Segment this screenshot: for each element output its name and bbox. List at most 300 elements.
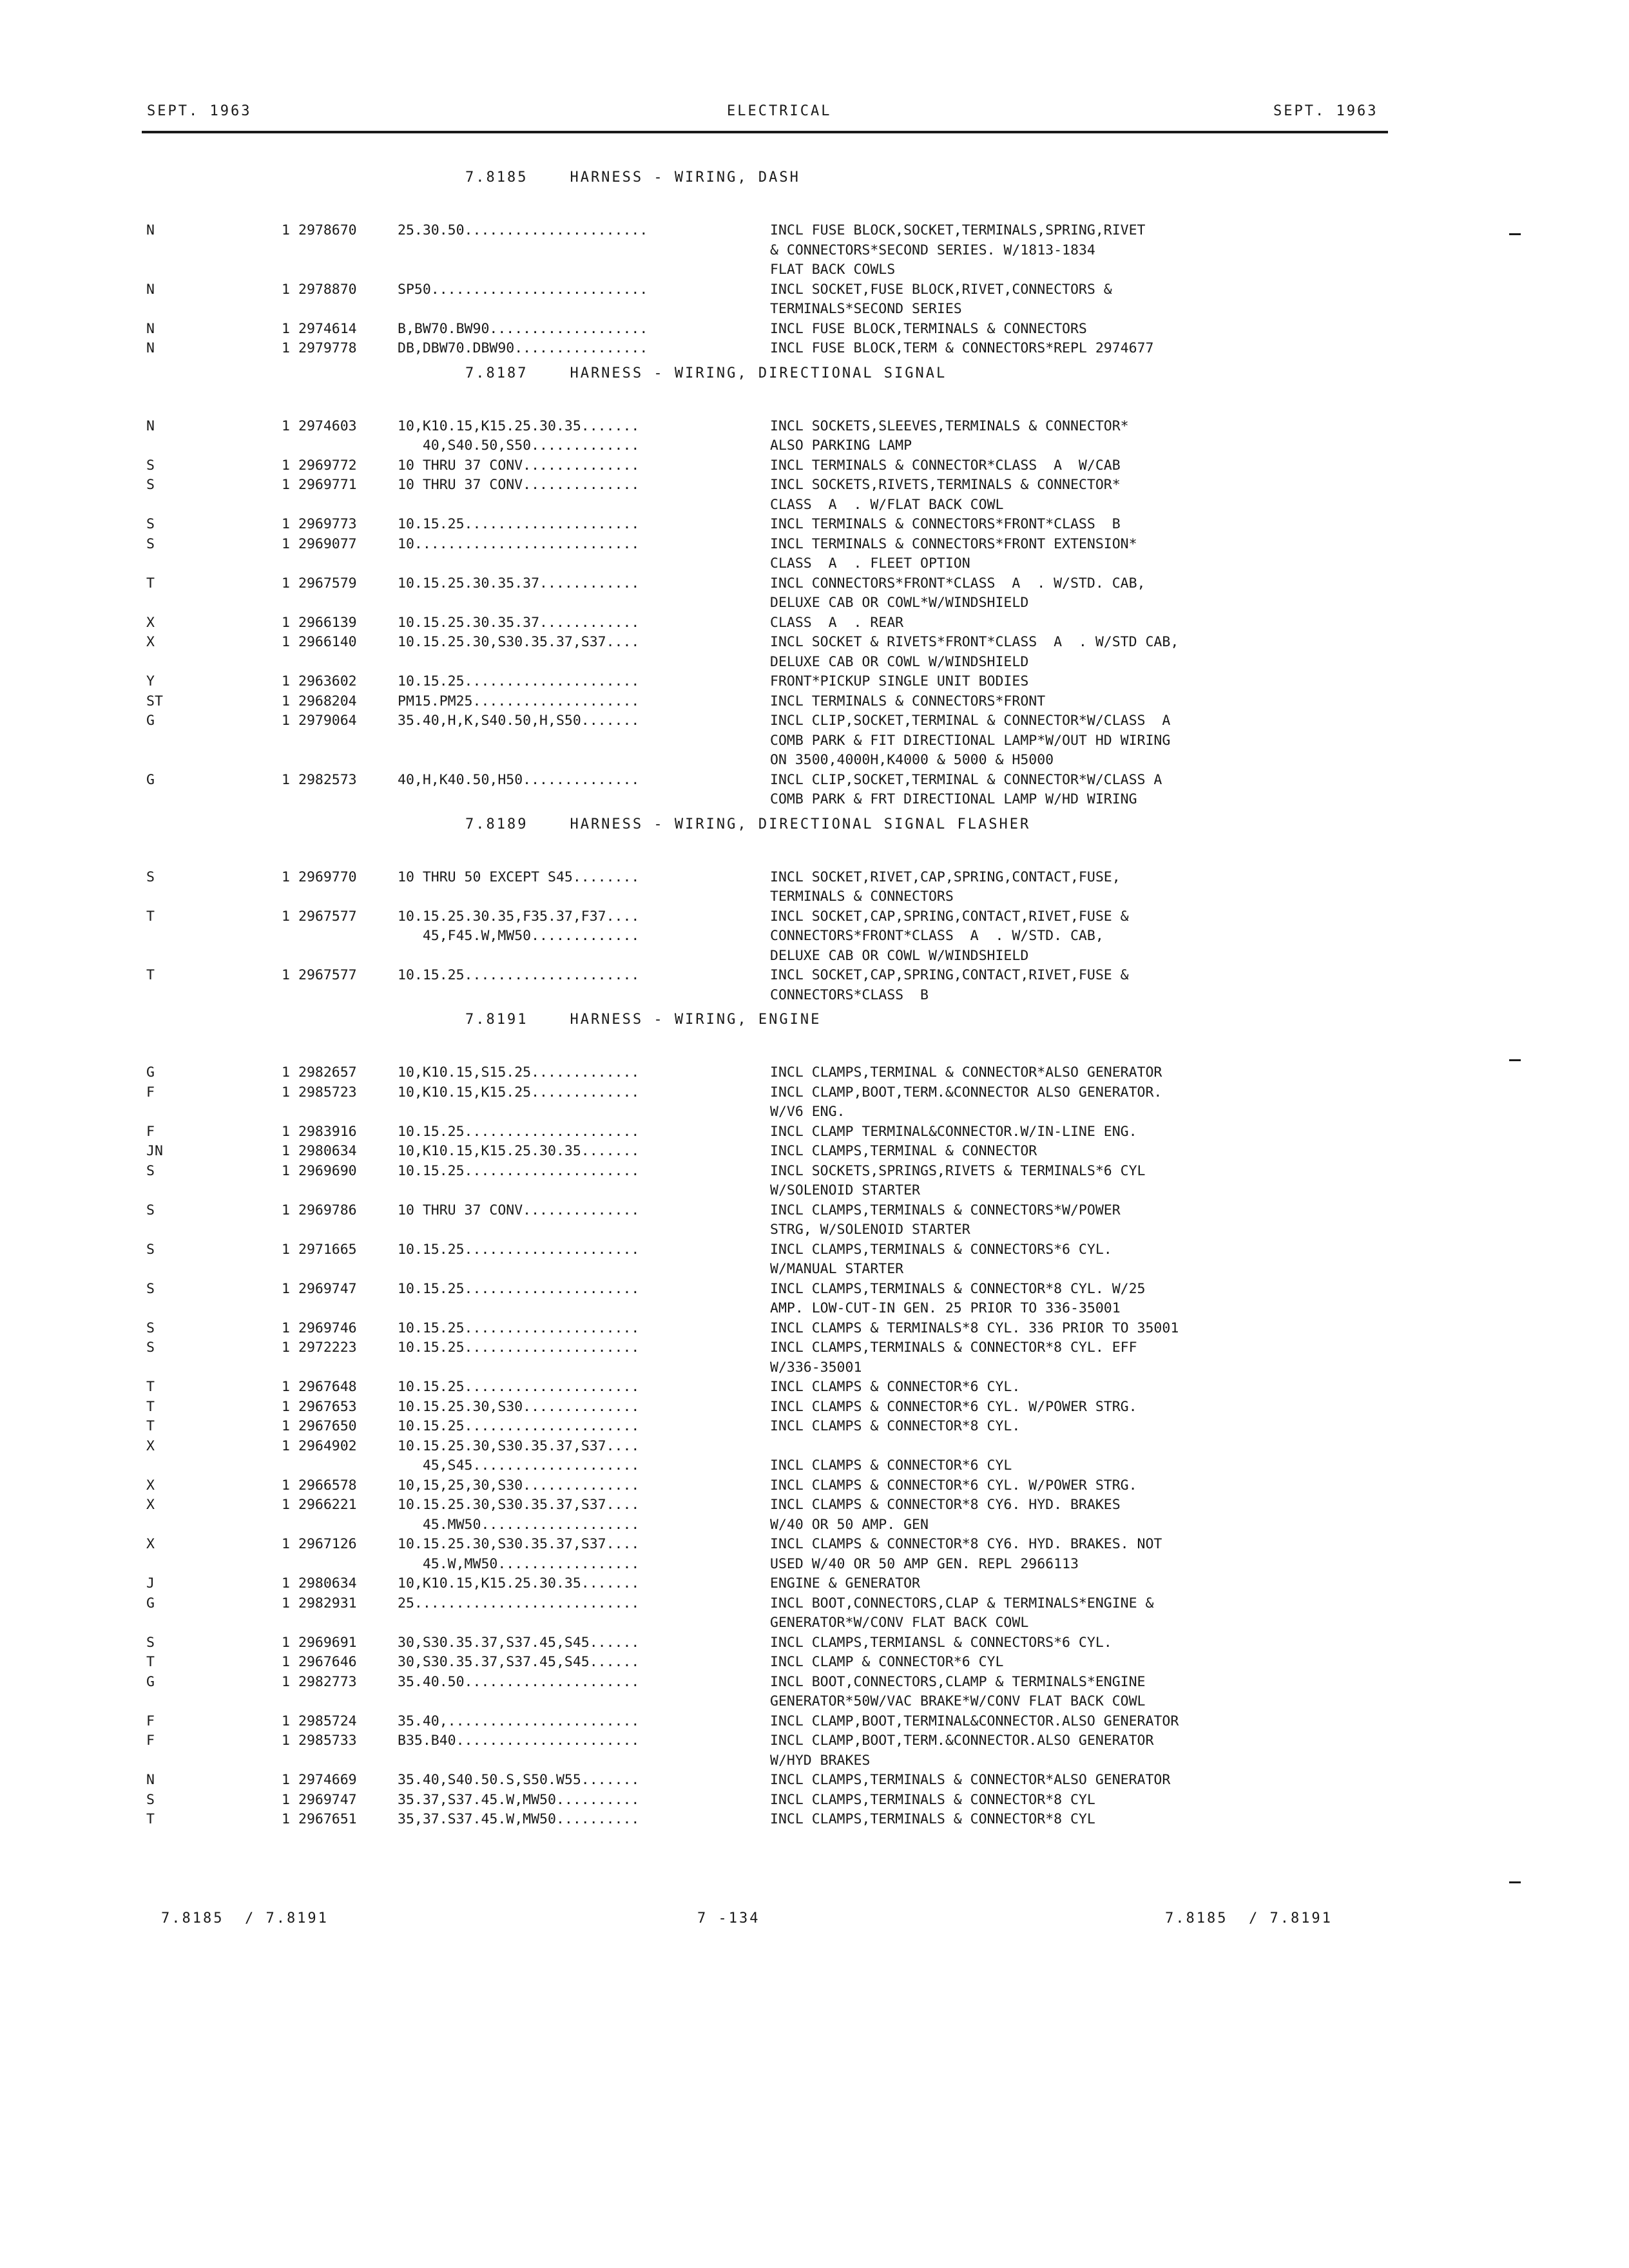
description: & CONNECTORS*SECOND SERIES. W/1813-1834	[770, 242, 1095, 258]
header-title: ELECTRICAL	[727, 103, 832, 119]
vendor-code: S	[146, 1202, 155, 1218]
vendor-code: X	[146, 634, 155, 650]
table-row	[0, 967, 1629, 987]
quantity: 1	[282, 1241, 290, 1258]
description: INCL CLAMPS & CONNECTOR*6 CYL	[770, 1457, 1012, 1474]
footer-page-number: 7 -134	[697, 1910, 760, 1927]
description: CLASS A . FLEET OPTION	[770, 555, 970, 572]
table-row	[0, 1438, 1629, 1458]
section-title	[0, 360, 1629, 418]
section-title	[0, 1006, 1629, 1064]
vendor-code: G	[146, 771, 155, 788]
part-number: 2969771	[298, 477, 357, 493]
models: 35.40,S40.50.S,S50.W55.......	[398, 1772, 640, 1788]
models: DB,DBW70.DBW90................	[398, 340, 648, 356]
models: 10.15.25.....................	[398, 1162, 640, 1179]
quantity: 1	[282, 1733, 290, 1749]
part-number: 2969747	[298, 1791, 357, 1808]
description: W/HYD BRAKES	[770, 1752, 871, 1769]
description: W/MANUAL STARTER	[770, 1261, 904, 1277]
table-row	[0, 516, 1629, 536]
table-row	[0, 1674, 1629, 1694]
quantity: 1	[282, 340, 290, 356]
table-row	[0, 1772, 1629, 1792]
quantity: 1	[282, 1123, 290, 1140]
vendor-code: T	[146, 1418, 155, 1434]
models: 25.30.50......................	[398, 222, 648, 238]
table-row	[0, 321, 1629, 341]
table-row	[0, 1360, 1629, 1379]
quantity: 1	[282, 1143, 290, 1159]
quantity: 1	[282, 693, 290, 709]
part-number: 2974603	[298, 418, 357, 434]
description: W/V6 ENG.	[770, 1104, 845, 1120]
description: INCL SOCKET,CAP,SPRING,CONTACT,RIVET,FUSE &	[770, 908, 1129, 925]
description: INCL SOCKET & RIVETS*FRONT*CLASS A . W/STD CAB,	[770, 634, 1179, 650]
vendor-code: S	[146, 1320, 155, 1336]
description: INCL CLAMPS,TERMINAL & CONNECTOR*ALSO GENERATOR	[770, 1064, 1162, 1081]
table-row	[0, 301, 1629, 321]
quantity: 1	[282, 457, 290, 474]
description: W/40 OR 50 AMP. GEN	[770, 1516, 929, 1533]
part-number: 2982931	[298, 1595, 357, 1611]
table-row	[0, 1222, 1629, 1242]
quantity: 1	[282, 418, 290, 434]
quantity: 1	[282, 535, 290, 552]
models: B,BW70.BW90...................	[398, 320, 648, 337]
description: INCL CLAMPS,TERMINALS & CONNECTOR*8 CYL	[770, 1791, 1095, 1808]
table-row	[0, 1497, 1629, 1517]
vendor-code: S	[146, 1340, 155, 1356]
models: SP50..........................	[398, 281, 648, 298]
models: 10.15.25.30.35.37............	[398, 575, 640, 591]
table-row	[0, 713, 1629, 733]
description: INCL CLIP,SOCKET,TERMINAL & CONNECTOR*W/CLASS A	[770, 713, 1171, 729]
vendor-code: X	[146, 614, 155, 631]
quantity: 1	[282, 967, 290, 983]
description: INCL TERMINALS & CONNECTORS*FRONT*CLASS B	[770, 516, 1121, 532]
section-title-text: 7.8189 HARNESS - WIRING, DIRECTIONAL SIGNAL FLASHER	[465, 816, 1031, 832]
vendor-code: ST	[146, 693, 163, 709]
vendor-code: T	[146, 1811, 155, 1827]
vendor-code: N	[146, 1772, 155, 1788]
vendor-code: S	[146, 1634, 155, 1651]
models: 45,F45.W,MW50.............	[398, 928, 640, 944]
models: B35.B40......................	[398, 1733, 640, 1749]
table-row	[0, 1615, 1629, 1635]
description: INCL CLAMP,BOOT,TERM.&CONNECTOR.ALSO GENERATOR	[770, 1733, 1154, 1749]
part-number: 2985733	[298, 1733, 357, 1749]
vendor-code: T	[146, 575, 155, 591]
footer-range-left: 7.8185 / 7.8191	[161, 1910, 329, 1927]
part-number: 2964902	[298, 1437, 357, 1454]
table-row	[0, 457, 1629, 477]
description: DELUXE CAB OR COWL W/WINDSHIELD	[770, 653, 1029, 670]
models: 35.37,S37.45.W,MW50..........	[398, 1791, 640, 1808]
description: INCL CLAMPS,TERMINAL & CONNECTOR	[770, 1143, 1037, 1159]
description: INCL FUSE BLOCK,TERMINALS & CONNECTORS	[770, 320, 1087, 337]
models: 10 THRU 37 CONV..............	[398, 477, 640, 493]
models: 10.15.25.30.35,F35.37,F37....	[398, 908, 640, 925]
table-row	[0, 1457, 1629, 1477]
description: ALSO PARKING LAMP	[770, 437, 912, 454]
models: 10,K10.15,K15.25.............	[398, 1084, 640, 1100]
table-row	[0, 282, 1629, 302]
models: 10.15.25.30,S30..............	[398, 1398, 640, 1415]
table-row	[0, 752, 1629, 772]
quantity: 1	[282, 1654, 290, 1670]
part-number: 2963602	[298, 673, 357, 689]
description: INCL SOCKETS,RIVETS,TERMINALS & CONNECTOR*	[770, 477, 1121, 493]
description: INCL TERMINALS & CONNECTOR*CLASS A W/CAB	[770, 457, 1121, 474]
description: ENGINE & GENERATOR	[770, 1575, 920, 1591]
part-number: 2967579	[298, 575, 357, 591]
models: 40,H,K40.50,H50..............	[398, 771, 640, 788]
part-number: 2967577	[298, 967, 357, 983]
models: 10.15.25.....................	[398, 967, 640, 983]
quantity: 1	[282, 1320, 290, 1336]
table-row	[0, 595, 1629, 615]
description: STRG, W/SOLENOID STARTER	[770, 1222, 970, 1238]
vendor-code: N	[146, 222, 155, 238]
quantity: 1	[282, 1202, 290, 1218]
description: TERMINALS & CONNECTORS	[770, 889, 954, 905]
models: 10.15.25.....................	[398, 1123, 640, 1140]
part-number: 2972223	[298, 1340, 357, 1356]
description: INCL CLAMPS & CONNECTOR*8 CY6. HYD. BRAKES. NOT	[770, 1536, 1162, 1552]
models: 10.15.25.....................	[398, 1418, 640, 1434]
table-row	[0, 1182, 1629, 1202]
vendor-code: F	[146, 1733, 155, 1749]
quantity: 1	[282, 771, 290, 788]
models: 10,K10.15,K15.25.30.35.......	[398, 1575, 640, 1591]
table-row	[0, 1418, 1629, 1438]
models: 10 THRU 50 EXCEPT S45........	[398, 869, 640, 885]
description: CONNECTORS*CLASS B	[770, 986, 929, 1003]
table-row	[0, 654, 1629, 674]
vendor-code: S	[146, 535, 155, 552]
models: 10.15.25.....................	[398, 516, 640, 532]
part-number: 2969691	[298, 1634, 357, 1651]
description: CLASS A . W/FLAT BACK COWL	[770, 496, 1004, 513]
models: 10,K10.15,S15.25.............	[398, 1064, 640, 1081]
vendor-code: F	[146, 1123, 155, 1140]
part-number: 2967650	[298, 1418, 357, 1434]
part-number: 2974614	[298, 320, 357, 337]
quantity: 1	[282, 614, 290, 631]
table-row	[0, 1517, 1629, 1537]
description: CLASS A . REAR	[770, 614, 904, 631]
quantity: 1	[282, 1437, 290, 1454]
vendor-code: Y	[146, 673, 155, 689]
part-number: 2966140	[298, 634, 357, 650]
part-number: 2967648	[298, 1379, 357, 1395]
part-number: 2966139	[298, 614, 357, 631]
models: 40,S40.50,S50.............	[398, 437, 640, 454]
margin-mark	[1509, 1881, 1521, 1883]
vendor-code: G	[146, 1064, 155, 1081]
quantity: 1	[282, 1477, 290, 1494]
models: 25...........................	[398, 1595, 640, 1611]
part-number: 2966578	[298, 1477, 357, 1494]
description: INCL CLAMPS,TERMINALS & CONNECTOR*ALSO GENERATOR	[770, 1772, 1171, 1788]
description: INCL CLAMPS,TERMINALS & CONNECTORS*6 CYL.	[770, 1241, 1112, 1258]
header-date-left: SEPT. 1963	[147, 103, 252, 119]
section-title-text: 7.8185 HARNESS - WIRING, DASH	[465, 169, 800, 186]
vendor-code: G	[146, 1673, 155, 1690]
quantity: 1	[282, 1634, 290, 1651]
table-row	[0, 1792, 1629, 1812]
table-row	[0, 772, 1629, 792]
vendor-code: T	[146, 967, 155, 983]
table-row	[0, 1084, 1629, 1104]
table-row	[0, 536, 1629, 556]
vendor-code: T	[146, 1654, 155, 1670]
part-number: 2982773	[298, 1673, 357, 1690]
part-number: 2969746	[298, 1320, 357, 1336]
part-number: 2971665	[298, 1241, 357, 1258]
table-row	[0, 555, 1629, 575]
table-row	[0, 1753, 1629, 1773]
quantity: 1	[282, 1536, 290, 1552]
models: 10.15.25.....................	[398, 1280, 640, 1297]
table-row	[0, 1202, 1629, 1222]
margin-mark	[1509, 1059, 1521, 1061]
quantity: 1	[282, 1673, 290, 1690]
description: INCL CLAMPS,TERMINALS & CONNECTORS*W/POWER	[770, 1202, 1121, 1218]
vendor-code: X	[146, 1497, 155, 1513]
models: 10.15.25.....................	[398, 1241, 640, 1258]
quantity: 1	[282, 673, 290, 689]
table-row	[0, 1713, 1629, 1733]
models: 10...........................	[398, 535, 640, 552]
description: FRONT*PICKUP SINGLE UNIT BODIES	[770, 673, 1029, 689]
vendor-code: N	[146, 320, 155, 337]
part-number: 2980634	[298, 1143, 357, 1159]
table-row	[0, 634, 1629, 654]
header-date-right: SEPT. 1963	[1273, 103, 1378, 119]
table-row	[0, 1163, 1629, 1183]
models: 10.15.25.30,S30.35.37,S37....	[398, 634, 640, 650]
description: INCL FUSE BLOCK,TERM & CONNECTORS*REPL 2974677	[770, 340, 1154, 356]
vendor-code: G	[146, 713, 155, 729]
description: INCL CONNECTORS*FRONT*CLASS A . W/STD. CAB,	[770, 575, 1146, 591]
description: DELUXE CAB OR COWL*W/WINDSHIELD	[770, 595, 1029, 611]
section-title	[0, 811, 1629, 869]
header-rule	[142, 131, 1388, 133]
table-row	[0, 1654, 1629, 1674]
quantity: 1	[282, 1811, 290, 1827]
description: COMB PARK & FIT DIRECTIONAL LAMP*W/OUT HD WIRING	[770, 732, 1171, 749]
vendor-code: T	[146, 1398, 155, 1415]
vendor-code: G	[146, 1595, 155, 1611]
table-row	[0, 340, 1629, 360]
description: INCL SOCKET,CAP,SPRING,CONTACT,RIVET,FUSE &	[770, 967, 1129, 983]
part-number: 2974669	[298, 1772, 357, 1788]
part-number: 2979778	[298, 340, 357, 356]
description: INCL FUSE BLOCK,SOCKET,TERMINALS,SPRING,RIVET	[770, 222, 1146, 238]
part-number: 2967646	[298, 1654, 357, 1670]
part-number: 2985724	[298, 1713, 357, 1729]
part-number: 2969770	[298, 869, 357, 885]
vendor-code: N	[146, 340, 155, 356]
part-number: 2982573	[298, 771, 357, 788]
table-row	[0, 1477, 1629, 1497]
table-row	[0, 791, 1629, 811]
quantity: 1	[282, 1280, 290, 1297]
table-row	[0, 1124, 1629, 1144]
description: INCL SOCKET,RIVET,CAP,SPRING,CONTACT,FUSE,	[770, 869, 1121, 885]
quantity: 1	[282, 1162, 290, 1179]
models: 10.15.25.30.35.37............	[398, 614, 640, 631]
models: 45.MW50...................	[398, 1516, 640, 1533]
part-number: 2967577	[298, 908, 357, 925]
table-row	[0, 1733, 1629, 1753]
quantity: 1	[282, 1713, 290, 1729]
vendor-code: J	[146, 1575, 155, 1591]
part-number: 2983916	[298, 1123, 357, 1140]
quantity: 1	[282, 477, 290, 493]
vendor-code: S	[146, 869, 155, 885]
description: INCL CLAMP,BOOT,TERMINAL&CONNECTOR.ALSO GENERATOR	[770, 1713, 1179, 1729]
description: W/SOLENOID STARTER	[770, 1182, 920, 1198]
part-number: 2982657	[298, 1064, 357, 1081]
description: INCL CLAMPS,TERMINALS & CONNECTOR*8 CYL	[770, 1811, 1095, 1827]
part-number: 2969747	[298, 1280, 357, 1297]
models: 10.15.25.....................	[398, 1340, 640, 1356]
vendor-code: S	[146, 516, 155, 532]
vendor-code: S	[146, 1241, 155, 1258]
vendor-code: T	[146, 908, 155, 925]
quantity: 1	[282, 634, 290, 650]
description: INCL SOCKET,FUSE BLOCK,RIVET,CONNECTORS &	[770, 281, 1112, 298]
vendor-code: S	[146, 1280, 155, 1297]
description: INCL BOOT,CONNECTORS,CLAP & TERMINALS*ENGINE &	[770, 1595, 1154, 1611]
description: INCL CLAMPS & CONNECTOR*6 CYL.	[770, 1379, 1021, 1395]
models: 10,K10.15,K15.25.30.35.......	[398, 1143, 640, 1159]
vendor-code: S	[146, 477, 155, 493]
quantity: 1	[282, 1772, 290, 1788]
vendor-code: N	[146, 281, 155, 298]
table-row	[0, 1104, 1629, 1124]
table-row	[0, 1399, 1629, 1419]
models: 10 THRU 37 CONV..............	[398, 1202, 640, 1218]
table-row	[0, 1320, 1629, 1340]
models: 10.15.25.....................	[398, 1379, 640, 1395]
description: INCL CLAMPS & CONNECTOR*6 CYL. W/POWER STRG.	[770, 1398, 1137, 1415]
quantity: 1	[282, 1084, 290, 1100]
vendor-code: F	[146, 1084, 155, 1100]
description: INCL CLAMP TERMINAL&CONNECTOR.W/IN-LINE ENG.	[770, 1123, 1137, 1140]
part-number: 2980634	[298, 1575, 357, 1591]
quantity: 1	[282, 320, 290, 337]
table-row	[0, 242, 1629, 262]
description: INCL CLAMP,BOOT,TERM.&CONNECTOR ALSO GENERATOR.	[770, 1084, 1162, 1100]
table-row	[0, 1575, 1629, 1595]
description: CONNECTORS*FRONT*CLASS A . W/STD. CAB,	[770, 928, 1104, 944]
models: 35.40,H,K,S40.50,H,S50.......	[398, 713, 640, 729]
description: ON 3500,4000H,K4000 & 5000 & H5000	[770, 752, 1054, 768]
part-number: 2969690	[298, 1162, 357, 1179]
vendor-code: N	[146, 418, 155, 434]
quantity: 1	[282, 516, 290, 532]
models: 10,15,25,30,S30..............	[398, 1477, 640, 1494]
table-row	[0, 1379, 1629, 1399]
vendor-code: S	[146, 457, 155, 474]
part-number: 2967651	[298, 1811, 357, 1827]
description: INCL TERMINALS & CONNECTORS*FRONT EXTENSION*	[770, 535, 1137, 552]
table-row	[0, 1556, 1629, 1576]
table-row	[0, 1143, 1629, 1163]
description: USED W/40 OR 50 AMP GEN. REPL 2966113	[770, 1555, 1079, 1572]
vendor-code: S	[146, 1162, 155, 1179]
description: W/336-35001	[770, 1359, 862, 1376]
table-row	[0, 1693, 1629, 1713]
table-row	[0, 477, 1629, 497]
models: 10.15.25.....................	[398, 1320, 640, 1336]
part-number: 2967653	[298, 1398, 357, 1415]
part-number: 2969772	[298, 457, 357, 474]
models: 10.15.25.30,S30.35.37,S37....	[398, 1437, 640, 1454]
table-row	[0, 948, 1629, 968]
description: INCL CLAMP & CONNECTOR*6 CYL	[770, 1654, 1004, 1670]
part-number: 2979064	[298, 713, 357, 729]
description: INCL TERMINALS & CONNECTORS*FRONT	[770, 693, 1046, 709]
part-number: 2968204	[298, 693, 357, 709]
description: INCL CLAMPS & TERMINALS*8 CYL. 336 PRIOR TO 35001	[770, 1320, 1179, 1336]
part-number: 2966221	[298, 1497, 357, 1513]
quantity: 1	[282, 1379, 290, 1395]
description: GENERATOR*50W/VAC BRAKE*W/CONV FLAT BACK COWL	[770, 1693, 1146, 1709]
section-title-text: 7.8191 HARNESS - WIRING, ENGINE	[465, 1012, 822, 1028]
vendor-code: T	[146, 1379, 155, 1395]
models: 10.15.25.....................	[398, 673, 640, 689]
table-row	[0, 1635, 1629, 1655]
table-row	[0, 615, 1629, 635]
description: DELUXE CAB OR COWL W/WINDSHIELD	[770, 947, 1029, 964]
parts-list	[0, 164, 1629, 1831]
part-number: 2969077	[298, 535, 357, 552]
vendor-code: X	[146, 1536, 155, 1552]
description: INCL CLAMPS,TERMINALS & CONNECTOR*8 CYL. W/25	[770, 1280, 1146, 1297]
quantity: 1	[282, 1064, 290, 1081]
part-number: 2967126	[298, 1536, 357, 1552]
description: INCL CLAMPS,TERMINALS & CONNECTOR*8 CYL. EFF	[770, 1340, 1137, 1356]
table-row	[0, 1064, 1629, 1084]
models: 35.40,.......................	[398, 1713, 640, 1729]
vendor-code: JN	[146, 1143, 163, 1159]
quantity: 1	[282, 1575, 290, 1591]
table-row	[0, 1536, 1629, 1556]
description: INCL CLAMPS,TERMIANSL & CONNECTORS*6 CYL.	[770, 1634, 1112, 1651]
table-row	[0, 928, 1629, 948]
section-title	[0, 164, 1629, 222]
table-row	[0, 575, 1629, 595]
quantity: 1	[282, 1398, 290, 1415]
models: PM15.PM25....................	[398, 693, 640, 709]
table-row	[0, 987, 1629, 1007]
part-number: 2969773	[298, 516, 357, 532]
quantity: 1	[282, 1340, 290, 1356]
part-number: 2969786	[298, 1202, 357, 1218]
section-title-text: 7.8187 HARNESS - WIRING, DIRECTIONAL SIGNAL	[465, 365, 947, 381]
quantity: 1	[282, 869, 290, 885]
description: INCL BOOT,CONNECTORS,CLAMP & TERMINALS*ENGINE	[770, 1673, 1146, 1690]
description: INCL SOCKETS,SPRINGS,RIVETS & TERMINALS*6 CYL	[770, 1162, 1146, 1179]
description: AMP. LOW-CUT-IN GEN. 25 PRIOR TO 336-35001	[770, 1300, 1121, 1316]
table-row	[0, 497, 1629, 517]
quantity: 1	[282, 281, 290, 298]
